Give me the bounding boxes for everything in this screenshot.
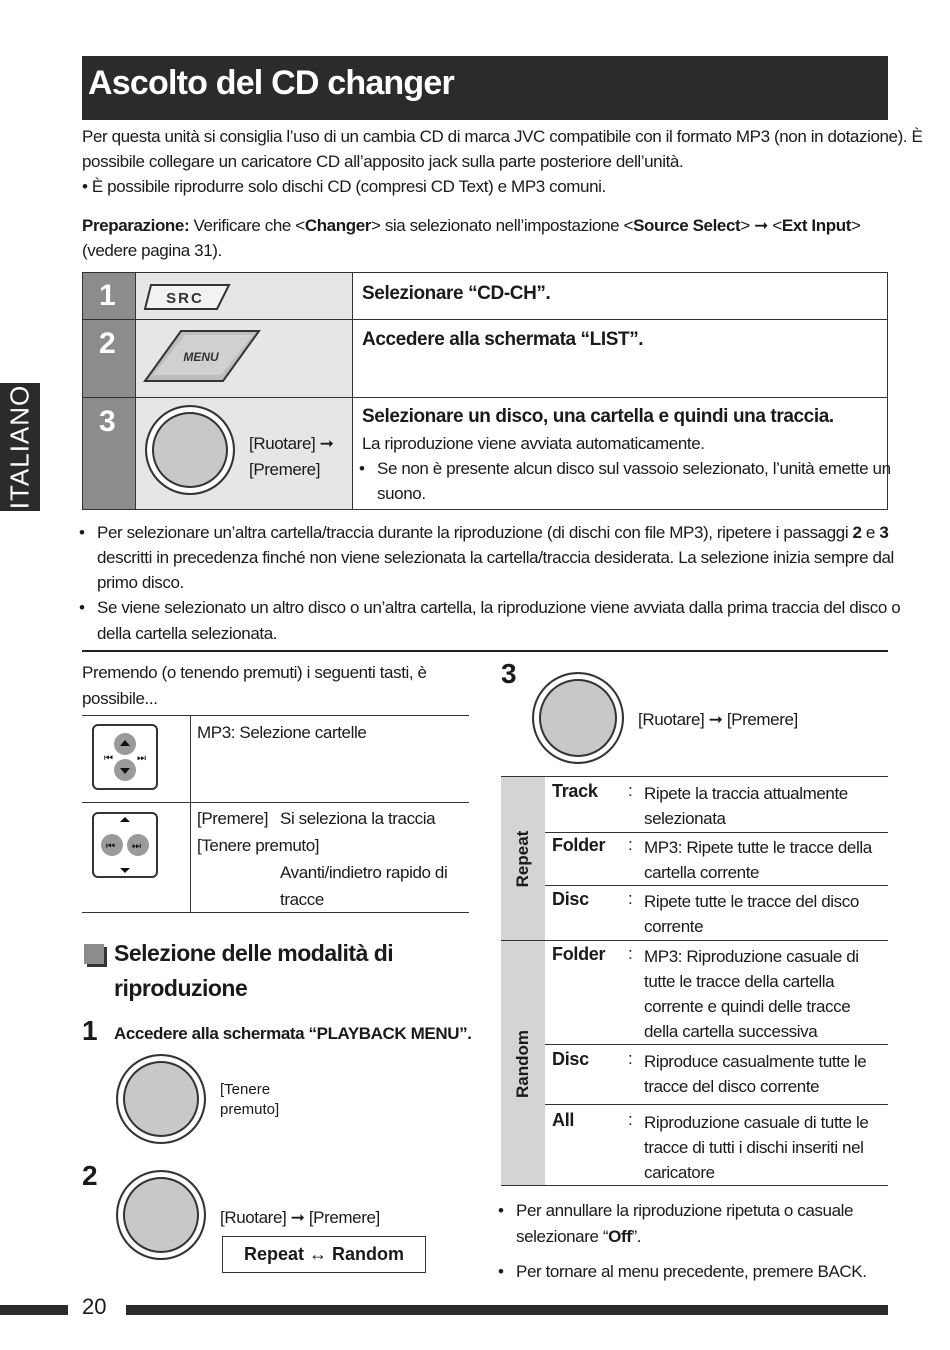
prep-source-select: Source Select [633, 216, 741, 235]
page-number: 20 [82, 1294, 107, 1319]
step-number-2: 2 [99, 327, 116, 360]
step-number-3: 3 [99, 405, 116, 438]
mode-desc: corrente e quindi delle tracce [644, 997, 851, 1016]
mode-colon: : [628, 944, 633, 963]
cancel-note-2 [516, 1224, 641, 1249]
src-button-label: SRC [166, 290, 204, 307]
mode-colon: : [628, 889, 633, 908]
mode-desc: Ripete la traccia attualmente [644, 784, 848, 803]
mode-desc: selezionata [644, 809, 726, 828]
section-title: Selezione delle modalità di [114, 940, 394, 966]
intro-line-1: Per questa unità si consiglia l’uso di un cambia CD di marca JVC compatibile con il formato MP3 (non in dotazione). È [82, 127, 923, 146]
press-desc: Si seleziona la traccia [280, 809, 436, 828]
table-divider [82, 802, 469, 803]
prep-ext-input: Ext Input [781, 216, 851, 235]
repeat-random-box: Repeat ↔ Random [222, 1236, 426, 1273]
svg-text:⏭: ⏭ [137, 753, 146, 764]
mode-step-2-text: [Ruotare] ➞ [Premere] [220, 1208, 380, 1227]
step-number-1: 1 [99, 279, 116, 312]
mode-desc: MP3: Ripete tutte le tracce della [644, 838, 872, 857]
footer-bar-left [0, 1305, 68, 1315]
note-1-text: Per selezionare un’altra cartella/traccia durante la riproduzione (di dischi con file MP3), ripetere i passaggi [97, 523, 853, 542]
row-divider [545, 1104, 888, 1105]
row-divider [545, 885, 888, 886]
mode-colon: : [628, 1110, 633, 1129]
control-knob-icon [116, 1170, 206, 1260]
table-divider [190, 716, 191, 912]
prep-text-1: Verificare che < [189, 216, 305, 235]
mode-table [501, 776, 888, 1186]
prep-text-3: > ➞ < [740, 216, 782, 235]
language-tab-label: ITALIANO [4, 384, 35, 510]
note-1 [97, 520, 888, 545]
mode-desc: Ripete tutte le tracce del disco [644, 892, 859, 911]
group-divider [501, 940, 888, 941]
svg-text:⏮: ⏮ [106, 841, 115, 852]
skip-button-icon [92, 812, 158, 878]
mode-colon: : [628, 835, 633, 854]
prep-changer: Changer [304, 216, 371, 235]
mode-key: Folder [552, 835, 606, 855]
page-title: Ascolto del CD changer [88, 64, 454, 102]
mode-step-1-number: 1 [82, 1015, 98, 1046]
svg-text:⏮: ⏮ [104, 753, 113, 764]
step-3-press: [Premere] [249, 460, 321, 479]
mode-desc: Riproduce casualmente tutte le [644, 1052, 867, 1071]
control-knob-icon [116, 1054, 206, 1144]
hold-desc: Avanti/indietro rapido di [280, 863, 448, 882]
mode-desc: della cartella successiva [644, 1022, 818, 1041]
back-note: • Per tornare al menu precedente, premere BACK. [516, 1259, 867, 1284]
mode-desc: Riproduzione casuale di tutte le [644, 1113, 869, 1132]
cancel-note-text: selezionare “ [516, 1227, 609, 1246]
mode-desc: tracce del disco corrente [644, 1077, 820, 1096]
mode-key: All [552, 1110, 575, 1130]
cancel-note-end: ”. [631, 1227, 642, 1246]
footer-bar-right [126, 1305, 888, 1315]
mode-key: Disc [552, 1049, 589, 1069]
press-label: [Premere] [197, 809, 269, 828]
step-2-text: Accedere alla schermata “LIST”. [362, 329, 644, 350]
step-3-bullet: • Se non è presente alcun disco sul vassoio selezionato, l’unità emette un [377, 456, 891, 481]
mode-desc: cartella corrente [644, 863, 760, 882]
row-divider [83, 319, 887, 320]
svg-text:⏭: ⏭ [132, 841, 141, 852]
note-1-step-b: 3 [879, 523, 889, 542]
up-down-button-icon [92, 724, 158, 790]
buttons-table [82, 715, 469, 913]
hold-desc-2: tracce [280, 890, 324, 909]
mode-desc: caricatore [644, 1163, 715, 1182]
folder-select-text: MP3: Selezione cartelle [197, 723, 367, 742]
step-3-text: Selezionare un disco, una cartella e quindi una traccia. [362, 406, 834, 427]
mode-key: Track [552, 781, 598, 801]
row-divider [545, 832, 888, 833]
row-divider [83, 397, 887, 398]
intro-bullet: • È possibile riprodurre solo dischi CD (compresi CD Text) e MP3 comuni. [82, 177, 606, 196]
note-2: • Se viene selezionato un altro disco o un’altra cartella, la riproduzione viene avviata dalla prima traccia del disco o [97, 595, 900, 620]
note-1-and: e [861, 523, 880, 542]
menu-button-icon [141, 327, 263, 385]
preparation-label: Preparazione: [82, 216, 190, 235]
mode-desc: tracce di tutti i dischi inseriti nel [644, 1138, 864, 1157]
repeat-label: Repeat [513, 830, 532, 888]
mode-step-2-number: 2 [82, 1160, 98, 1191]
random-label: Random [513, 1030, 532, 1098]
mode-key: Folder [552, 944, 606, 964]
step-3-rotate: [Ruotare] ➞ [249, 434, 334, 453]
preparation-line-2: (vedere pagina 31). [82, 241, 222, 260]
control-knob-icon [145, 405, 235, 495]
preparation-line [82, 213, 861, 238]
hold-note: [Tenere [220, 1081, 271, 1098]
mode-desc: tutte le tracce della cartella [644, 972, 835, 991]
mode-step-1-text: Accedere alla schermata “PLAYBACK MENU”. [114, 1024, 472, 1043]
section-divider [82, 650, 888, 652]
off-label: Off [608, 1227, 632, 1246]
section-title-2: riproduzione [114, 975, 248, 1001]
prep-text-2: > sia selezionato nell’impostazione < [370, 216, 634, 235]
mode-key: Disc [552, 889, 589, 909]
hold-label: [Tenere premuto] [197, 836, 320, 855]
mode-step-3-text: [Ruotare] ➞ [Premere] [638, 710, 798, 729]
section-marker-icon [84, 944, 104, 964]
note-1-line-3: primo disco. [97, 573, 184, 592]
control-knob-icon [532, 672, 624, 764]
step-3-bullet-cont: suono. [377, 484, 426, 503]
cancel-note: • Per annullare la riproduzione ripetuta o casuale [516, 1198, 853, 1223]
note-1-step-a: 2 [852, 523, 862, 542]
mode-desc: corrente [644, 917, 704, 936]
step-3-body: La riproduzione viene avviata automaticamente. [362, 434, 705, 453]
src-button-icon [143, 283, 233, 311]
row-divider [545, 1044, 888, 1045]
prep-text-4: > [850, 216, 861, 235]
intro-line-2: possibile collegare un caricatore CD all’apposito jack sulla parte posteriore dell’unità. [82, 152, 684, 171]
hold-note-2: premuto] [220, 1101, 280, 1118]
buttons-intro-2: possibile... [82, 689, 158, 708]
buttons-intro: Premendo (o tenendo premuti) i seguenti tasti, è [82, 663, 427, 682]
mode-desc: MP3: Riproduzione casuale di [644, 947, 859, 966]
menu-button-label: MENU [183, 350, 219, 364]
step-1-text: Selezionare “CD-CH”. [362, 283, 551, 304]
mode-colon: : [628, 781, 633, 800]
mode-colon: : [628, 1049, 633, 1068]
mode-step-3-number: 3 [501, 658, 517, 689]
steps-table [82, 272, 891, 510]
note-2-line-2: della cartella selezionata. [97, 624, 278, 643]
note-1-line-2: descritti in precedenza finché non viene selezionata la cartella/traccia desiderata. La selezione inizia sempre dal [97, 548, 894, 567]
